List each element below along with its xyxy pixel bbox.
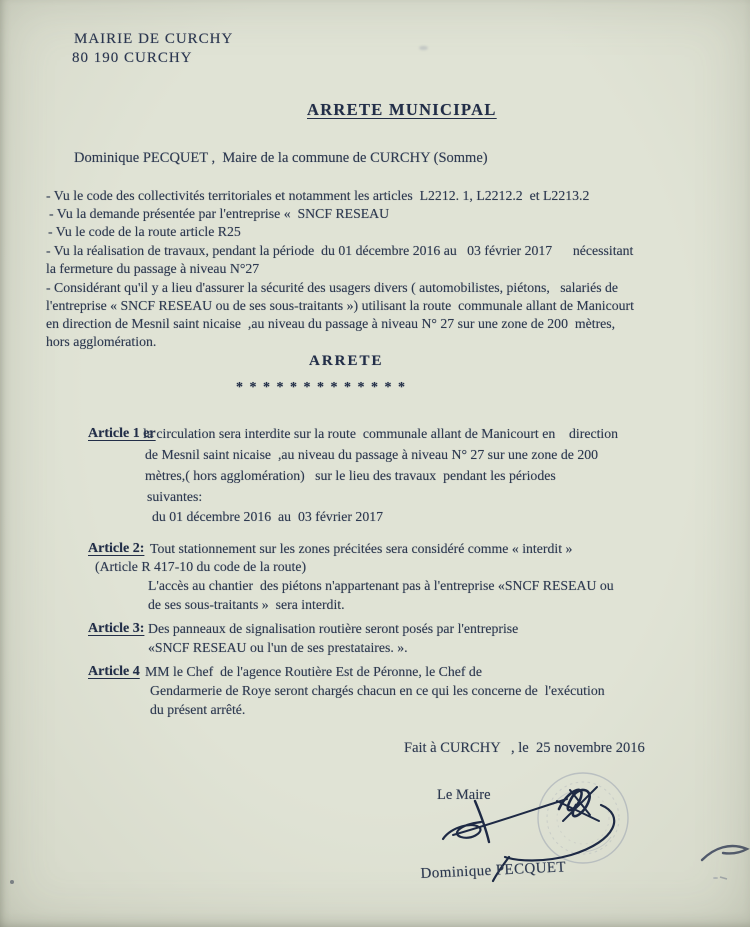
recital-line: - Vu le code des collectivités territoriales et notamment les articles L2212. 1, L2212.2 et L2213.2 — [46, 188, 590, 203]
article-2-line: de ses sous-traitants » sera interdit. — [148, 597, 345, 612]
article-1-dates: du 01 décembre 2016 au 03 février 2017 — [152, 509, 384, 524]
article-3-label: Article 3: — [88, 621, 145, 636]
article-1-label: Article 1 er — [88, 426, 156, 441]
article-4-label: Article 4 — [88, 664, 140, 679]
pen-squiggle-mark — [700, 840, 750, 885]
letterhead-org-name: MAIRIE DE CURCHY — [74, 31, 234, 47]
article-1-line: mètres,( hors agglomération) sur le lieu des travaux pendant les périodes — [145, 468, 556, 483]
recital-line: - Vu le code de la route article R25 — [48, 224, 241, 239]
article-2-line: Tout stationnement sur les zones précitées sera considéré comme « interdit » — [150, 541, 573, 556]
article-3-line: «SNCF RESEAU ou l'un de ses prestataires. ». — [148, 640, 408, 655]
article-4-line: Gendarmerie de Roye seront chargés chacun en ce qui les concerne de l'exécution — [150, 683, 605, 698]
decree-heading: ARRETE — [309, 353, 384, 369]
article-2-label: Article 2: — [88, 541, 145, 556]
signer-name: Dominique PECQUET — [420, 859, 567, 883]
article-1-line: suivantes: — [147, 489, 203, 504]
letterhead-org-address: 80 190 CURCHY — [72, 50, 193, 66]
decree-separator-stars: ************* — [236, 380, 412, 395]
document-title: ARRETE MUNICIPAL — [307, 100, 497, 119]
article-4-line: du présent arrêté. — [150, 702, 246, 717]
article-2-line: (Article R 417-10 du code de la route) — [95, 559, 307, 574]
signer-title: Le Maire — [437, 787, 491, 803]
recital-line: - Vu la demande présentée par l'entreprise « SNCF RESEAU — [49, 206, 390, 221]
article-1-line: de Mesnil saint nicaise ,au niveau du passage à niveau N° 27 sur une zone de 200 — [145, 447, 599, 462]
recital-line: l'entreprise « SNCF RESEAU ou de ses sous-traitants ») utilisant la route communale allant de Manicourt — [46, 298, 634, 313]
author-line: Dominique PECQUET , Maire de la commune de CURCHY (Somme) — [74, 150, 488, 166]
scan-smudge — [419, 46, 428, 50]
article-1-line: la circulation sera interdite sur la route communale allant de Manicourt en direction — [143, 426, 619, 441]
article-2-line: L'accès au chantier des piétons n'appartenant pas à l'entreprise «SNCF RESEAU ou — [148, 578, 614, 593]
place-and-date: Fait à CURCHY , le 25 novembre 2016 — [404, 740, 645, 756]
recital-line: - Vu la réalisation de travaux, pendant la période du 01 décembre 2016 au 03 février 2017 nécessitant — [46, 243, 634, 258]
recital-line: - Considérant qu'il y a lieu d'assurer la sécurité des usagers divers ( automobilistes, piétons, salariés de — [46, 280, 619, 295]
recital-line: la fermeture du passage à niveau N°27 — [46, 261, 260, 276]
recital-line: en direction de Mesnil saint nicaise ,au niveau du passage à niveau N° 27 sur une zone de 200 mètres, — [46, 316, 616, 331]
article-4-line: MM le Chef de l'agence Routière Est de Péronne, le Chef de — [145, 664, 482, 679]
recital-line: hors agglomération. — [46, 334, 157, 349]
article-3-line: Des panneaux de signalisation routière seront posés par l'entreprise — [148, 621, 519, 636]
scan-speck — [10, 880, 14, 884]
